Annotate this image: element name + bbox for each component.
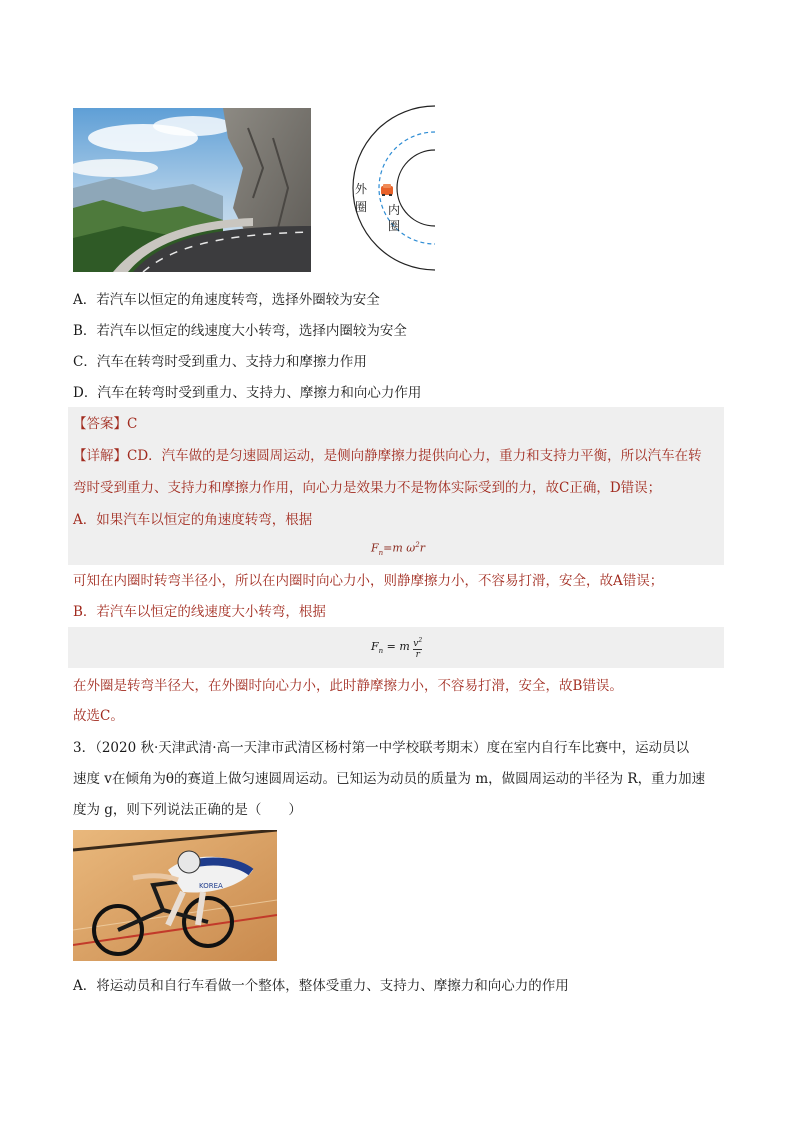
q3-line-3: 度为 g，则下列说法正确的是（ ）: [73, 802, 302, 818]
q3-line-2: 速度 v在倾角为θ的赛道上做匀速圆周运动。已知运为动员的质量为 m，做圆周运动的半径为 R，重力加速: [73, 771, 706, 787]
detail-line-1: [73, 446, 702, 466]
detail-text-1: CD．汽车做的是匀速圆周运动，是侧向静摩擦力提供向心力，重力和支持力平衡，所以汽车在转: [127, 448, 702, 464]
formula-linear: $F_n = m$ $\frac{v^2}{r}$: [371, 637, 423, 660]
detail-line-4: 可知在内圈时转弯半径小，所以在内圈时向心力小，则静摩擦力小，不容易打滑，安全，故A错误；: [73, 573, 664, 589]
q3-option-a: A．将运动员和自行车看做一个整体，整体受重力、支持力、摩擦力和向心力的作用: [73, 978, 569, 994]
option-b: B．若汽车以恒定的线速度大小转弯，选择内圈较为安全: [73, 323, 407, 339]
detail-line-6: 在外圈是转弯半径大，在外圈时向心力小，此时静摩擦力小，不容易打滑，安全，故B错误。: [73, 678, 623, 694]
detail-label: 【详解】: [73, 448, 127, 464]
inner-label: 内圈: [388, 203, 401, 233]
cyclist-photo: [73, 830, 277, 961]
detail-line-3: A．如果汽车以恒定的角速度转弯，根据: [73, 512, 313, 528]
detail-line-2: 弯时受到重力、支持力和摩擦力作用，向心力是效果力不是物体实际受到的力，故C正确，D错误；: [73, 480, 662, 496]
mountain-road-photo: [73, 108, 311, 272]
detail-line-7: 故选C。: [73, 708, 124, 724]
track-diagram: [345, 104, 435, 272]
option-a: A．若汽车以恒定的角速度转弯，选择外圈较为安全: [73, 292, 380, 308]
outer-label: 外圈: [355, 182, 368, 214]
answer-label: 【答案】: [73, 416, 127, 432]
jersey-text: KOREA: [199, 882, 223, 890]
q3-line-1: 3．（2020 秋·天津武清·高一天津市武清区杨村第一中学校联考期末）度在室内自行车比赛中，运动员以: [73, 740, 690, 756]
inner-track-arc: [397, 150, 435, 226]
answer-value: C: [127, 416, 138, 432]
detail-line-5: B．若汽车以恒定的线速度大小转弯，根据: [73, 604, 326, 620]
car-icon: [381, 184, 393, 196]
formula-angular: $F_n=m$ $\omega^2r$: [371, 541, 426, 557]
answer-line: [73, 414, 137, 434]
option-c: C．汽车在转弯时受到重力、支持力和摩擦力作用: [73, 354, 367, 370]
option-d: D．汽车在转弯时受到重力、支持力、摩擦力和向心力作用: [73, 385, 422, 401]
